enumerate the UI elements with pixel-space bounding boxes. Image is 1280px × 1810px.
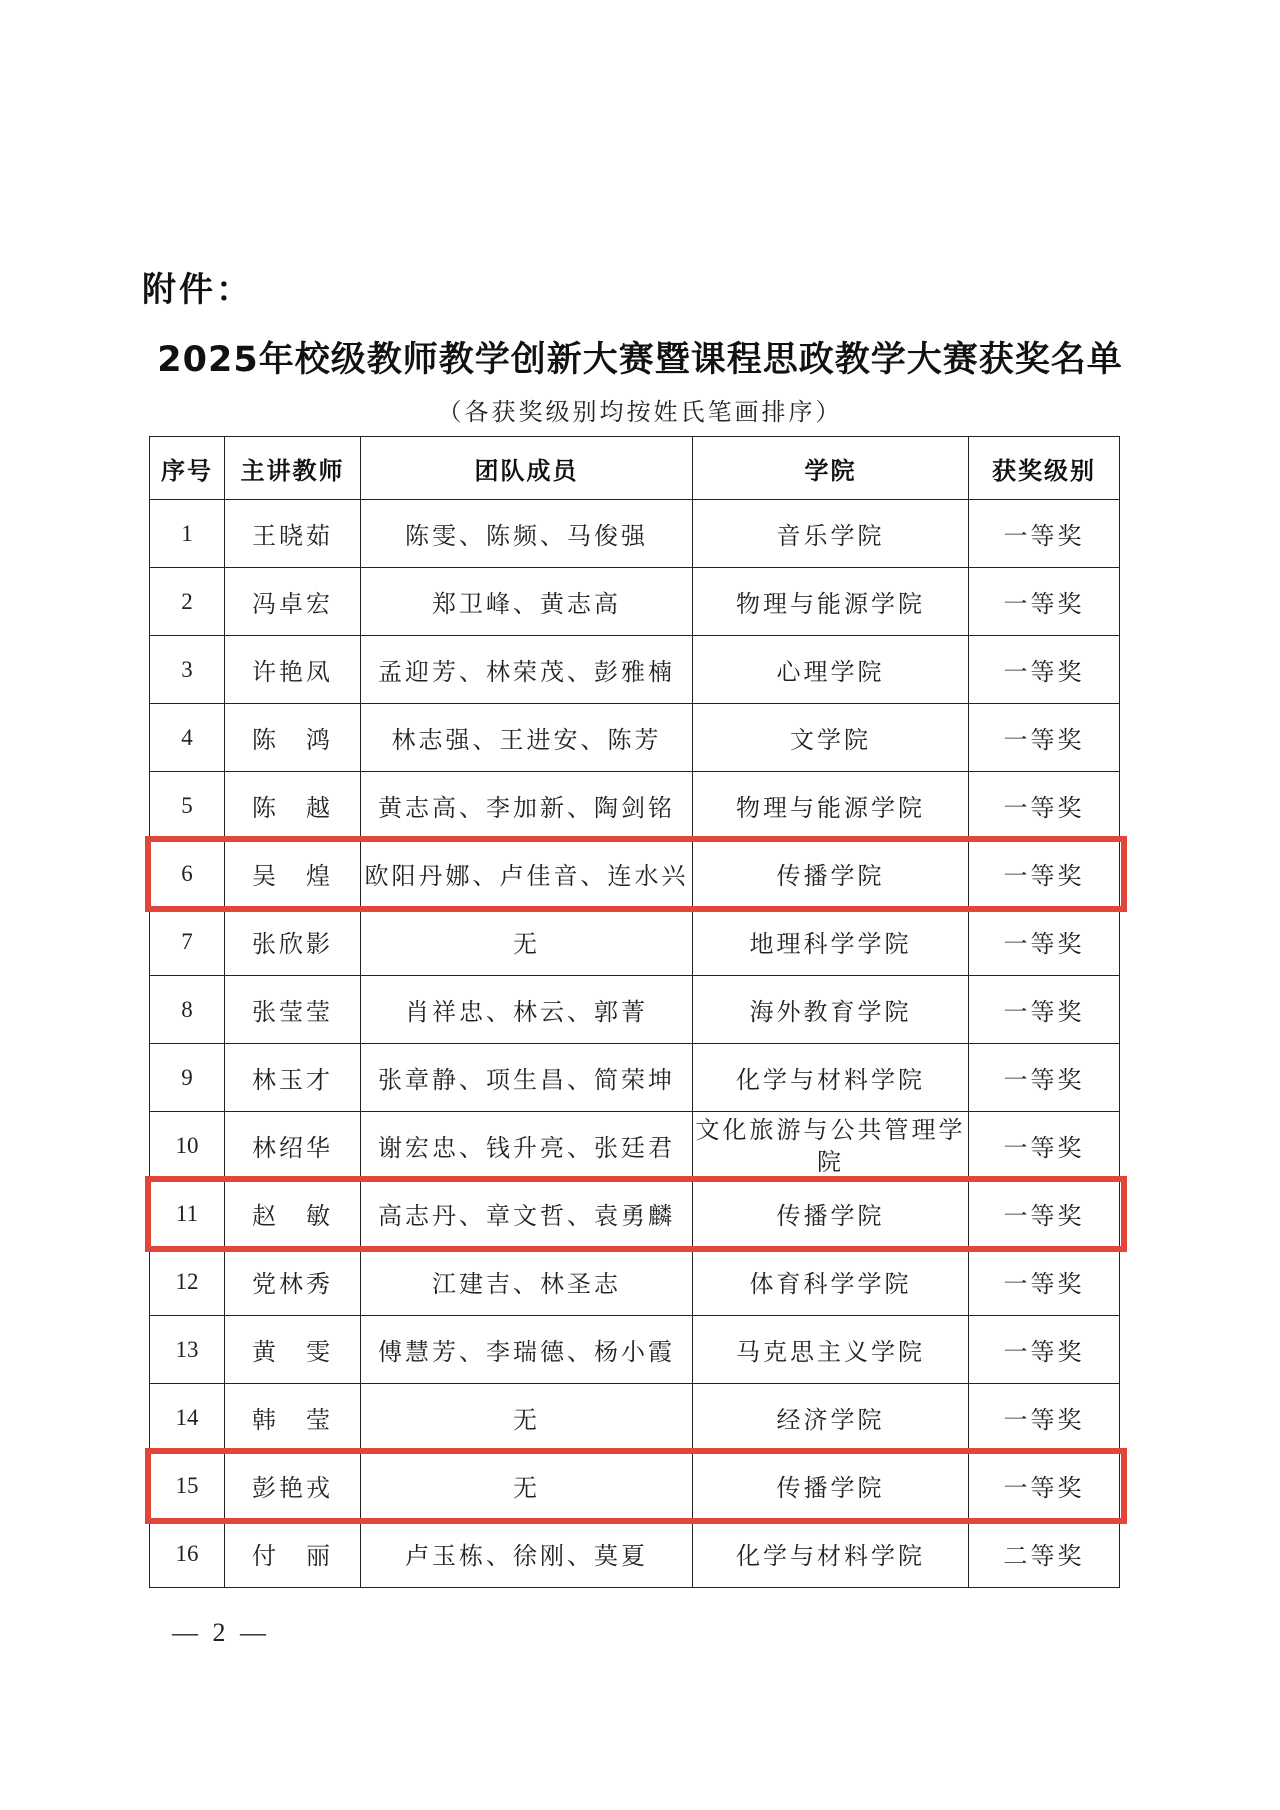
header-team-members: 团队成员 [361,437,693,500]
table-row [150,500,1120,568]
row-lead-teacher: 吴 煌 [225,840,361,908]
award-table [149,436,1120,1588]
row-index: 12 [150,1248,225,1316]
row-award-level: 一等奖 [969,908,1120,976]
row-index: 11 [150,1180,225,1248]
row-team-members: 孟迎芳、林荣茂、彭雅楠 [361,636,693,704]
row-lead-teacher: 陈 越 [225,772,361,840]
row-award-level: 一等奖 [969,1248,1120,1316]
row-index: 14 [150,1384,225,1452]
row-college: 海外教育学院 [693,976,969,1044]
row-college: 经济学院 [693,1384,969,1452]
table-row [150,704,1120,772]
row-team-members: 卢玉栋、徐刚、莫夏 [361,1520,693,1588]
table-row [150,1180,1120,1248]
row-team-members: 黄志高、李加新、陶剑铭 [361,772,693,840]
row-index: 5 [150,772,225,840]
row-college: 物理与能源学院 [693,568,969,636]
row-team-members: 陈雯、陈频、马俊强 [361,500,693,568]
row-award-level: 一等奖 [969,1044,1120,1112]
row-award-level: 一等奖 [969,1180,1120,1248]
row-lead-teacher: 冯卓宏 [225,568,361,636]
row-award-level: 一等奖 [969,1384,1120,1452]
row-award-level: 一等奖 [969,772,1120,840]
row-award-level: 一等奖 [969,500,1120,568]
table-row [150,908,1120,976]
row-index: 6 [150,840,225,908]
table-row [150,1520,1120,1588]
row-college: 化学与材料学院 [693,1520,969,1588]
row-college: 化学与材料学院 [693,1044,969,1112]
attachment-label: 附件： [142,270,253,310]
row-team-members: 谢宏忠、钱升亮、张廷君 [361,1112,693,1180]
row-team-members: 林志强、王进安、陈芳 [361,704,693,772]
row-index: 2 [150,568,225,636]
row-lead-teacher: 黄 雯 [225,1316,361,1384]
row-index: 1 [150,500,225,568]
row-college: 文化旅游与公共管理学院 [693,1112,969,1180]
document-subtitle: （各获奖级别均按姓氏笔画排序） [437,398,843,426]
row-college: 传播学院 [693,1180,969,1248]
row-index: 7 [150,908,225,976]
row-award-level: 一等奖 [969,976,1120,1044]
row-college: 地理科学学院 [693,908,969,976]
row-index: 16 [150,1520,225,1588]
row-award-level: 一等奖 [969,704,1120,772]
row-lead-teacher: 张莹莹 [225,976,361,1044]
row-award-level: 一等奖 [969,1452,1120,1520]
row-team-members: 肖祥忠、林云、郭菁 [361,976,693,1044]
row-team-members: 无 [361,1384,693,1452]
table-row [150,636,1120,704]
row-award-level: 一等奖 [969,568,1120,636]
row-lead-teacher: 陈 鸿 [225,704,361,772]
row-lead-teacher: 彭艳戎 [225,1452,361,1520]
table-row [150,976,1120,1044]
row-college: 文学院 [693,704,969,772]
table-row [150,1384,1120,1452]
row-college: 音乐学院 [693,500,969,568]
row-college: 传播学院 [693,1452,969,1520]
row-lead-teacher: 许艳凤 [225,636,361,704]
row-team-members: 江建吉、林圣志 [361,1248,693,1316]
table-row [150,772,1120,840]
row-index: 15 [150,1452,225,1520]
row-college: 传播学院 [693,840,969,908]
table-row [150,840,1120,908]
row-team-members: 傅慧芳、李瑞德、杨小霞 [361,1316,693,1384]
row-team-members: 郑卫峰、黄志高 [361,568,693,636]
row-college: 马克思主义学院 [693,1316,969,1384]
row-index: 13 [150,1316,225,1384]
row-award-level: 一等奖 [969,1316,1120,1384]
page-number: — 2 — [172,1618,270,1647]
row-college: 物理与能源学院 [693,772,969,840]
row-index: 10 [150,1112,225,1180]
row-lead-teacher: 林玉才 [225,1044,361,1112]
row-award-level: 二等奖 [969,1520,1120,1588]
row-college: 体育科学学院 [693,1248,969,1316]
row-index: 3 [150,636,225,704]
document-title: 2025年校级教师教学创新大赛暨课程思政教学大赛获奖名单 [157,340,1123,380]
row-index: 8 [150,976,225,1044]
row-lead-teacher: 赵 敏 [225,1180,361,1248]
row-award-level: 一等奖 [969,1112,1120,1180]
row-index: 9 [150,1044,225,1112]
table-row [150,1316,1120,1384]
table-row [150,1248,1120,1316]
row-college: 心理学院 [693,636,969,704]
table-row [150,1044,1120,1112]
header-index: 序号 [150,437,225,500]
row-team-members: 高志丹、章文哲、袁勇麟 [361,1180,693,1248]
row-award-level: 一等奖 [969,840,1120,908]
table-row [150,1452,1120,1520]
row-lead-teacher: 韩 莹 [225,1384,361,1452]
header-award-level: 获奖级别 [969,437,1120,500]
header-lead-teacher: 主讲教师 [225,437,361,500]
row-lead-teacher: 张欣影 [225,908,361,976]
row-lead-teacher: 付 丽 [225,1520,361,1588]
row-index: 4 [150,704,225,772]
table-header-row [150,437,1120,500]
row-lead-teacher: 林绍华 [225,1112,361,1180]
table-row [150,568,1120,636]
row-lead-teacher: 王晓茹 [225,500,361,568]
table-row [150,1112,1120,1180]
row-award-level: 一等奖 [969,636,1120,704]
row-team-members: 无 [361,1452,693,1520]
row-lead-teacher: 党林秀 [225,1248,361,1316]
row-team-members: 无 [361,908,693,976]
row-team-members: 欧阳丹娜、卢佳音、连水兴 [361,840,693,908]
row-team-members: 张章静、项生昌、简荣坤 [361,1044,693,1112]
header-college: 学院 [693,437,969,500]
